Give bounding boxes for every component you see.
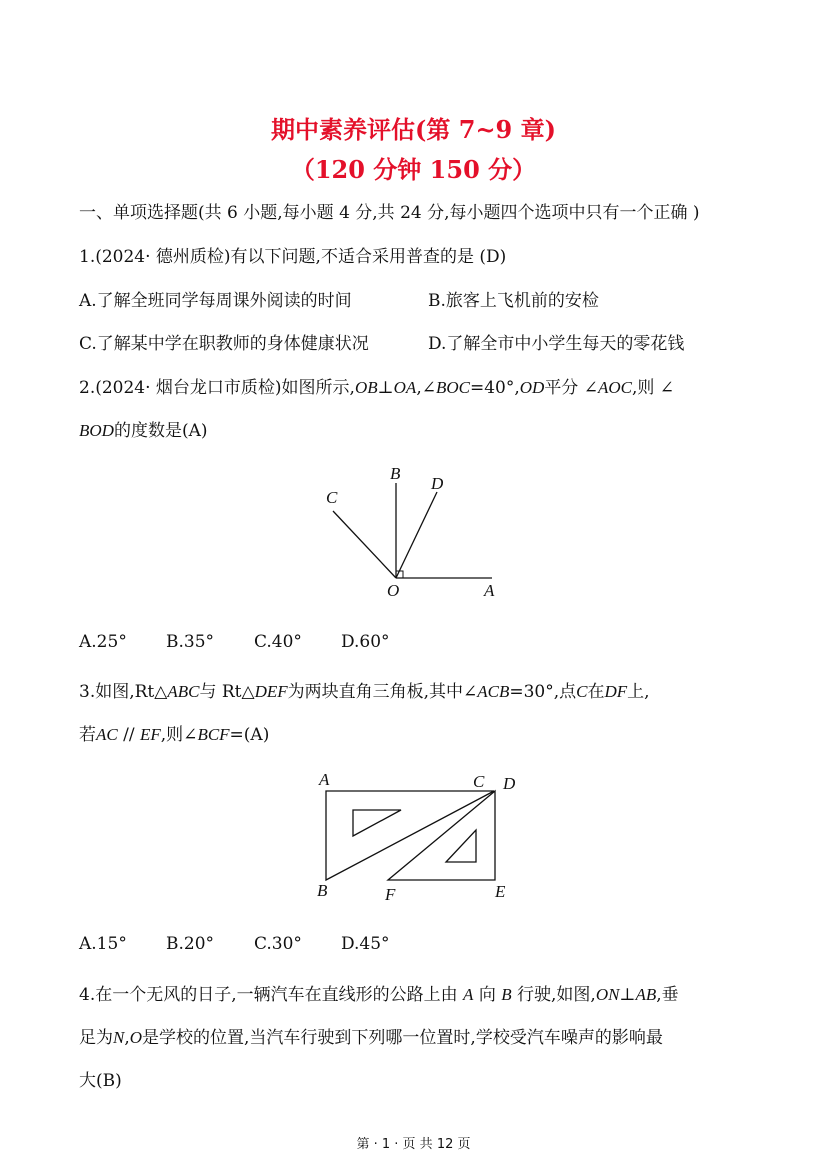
q2-label-d: D <box>431 474 444 493</box>
q3-label-e: E <box>495 882 506 901</box>
q2-stem-cont: BOD的度数是(A) <box>79 421 208 441</box>
q3-stem-cont: 若AC // EF,则∠BCF=(A) <box>79 725 270 745</box>
q3-triangles-figure <box>305 765 530 910</box>
q4-stem: 4.在一个无风的日子,一辆汽车在直线形的公路上由 A 向 B 行驶,如图,ON⊥AB,垂 <box>79 985 679 1005</box>
page-footer: 第 · 1 · 页 共 12 页 <box>356 1137 471 1152</box>
q3-label-b: B <box>317 881 328 900</box>
q1-option-b: B.旅客上飞机前的安检 <box>428 291 599 311</box>
q3-label-c: C <box>473 772 485 791</box>
section-heading: 一、单项选择题(共 6 小题,每小题 4 分,共 24 分,每小题四个选项中只有一个正确 ) <box>79 203 700 223</box>
page-title: 期中素养评估(第 7~9 章) <box>271 115 556 144</box>
q4-stem-cont: 足为N,O是学校的位置,当汽车行驶到下列哪一位置时,学校受汽车噪声的影响最 <box>79 1028 663 1048</box>
q1-stem: 1.(2024· 德州质检)有以下问题,不适合采用普查的是 (D) <box>79 247 507 267</box>
q3-label-a: A <box>319 770 330 789</box>
q2-option-d: D.60° <box>341 632 390 652</box>
q2-angle-figure <box>310 455 530 610</box>
q3-stem: 3.如图,Rt△ABC与 Rt△DEF为两块直角三角板,其中∠ACB=30°,点C在DF上, <box>79 682 650 702</box>
q2-label-o: O <box>387 581 400 600</box>
q1-option-a: A.了解全班同学每周课外阅读的时间 <box>79 291 352 311</box>
q2-label-b: B <box>390 464 401 483</box>
q1-option-c: C.了解某中学在职教师的身体健康状况 <box>79 334 369 354</box>
q3-label-d: D <box>503 774 516 793</box>
q2-label-c: C <box>326 488 338 507</box>
q2-option-a: A.25° <box>79 632 127 652</box>
page-subtitle: （120 分钟 150 分） <box>290 155 537 184</box>
q3-label-f: F <box>385 885 396 904</box>
q3-option-a: A.15° <box>79 934 127 954</box>
q3-option-b: B.20° <box>166 934 215 954</box>
q1-option-d: D.了解全市中小学生每天的零花钱 <box>428 334 685 354</box>
q2-stem: 2.(2024· 烟台龙口市质检)如图所示,OB⊥OA,∠BOC=40°,OD平分 ∠AOC,则 ∠ <box>79 378 675 398</box>
q4-stem-end: 大(B) <box>79 1071 122 1091</box>
q3-option-d: D.45° <box>341 934 390 954</box>
q2-label-a: A <box>484 581 495 600</box>
q2-option-b: B.35° <box>166 632 215 652</box>
q3-option-c: C.30° <box>254 934 302 954</box>
q2-option-c: C.40° <box>254 632 302 652</box>
